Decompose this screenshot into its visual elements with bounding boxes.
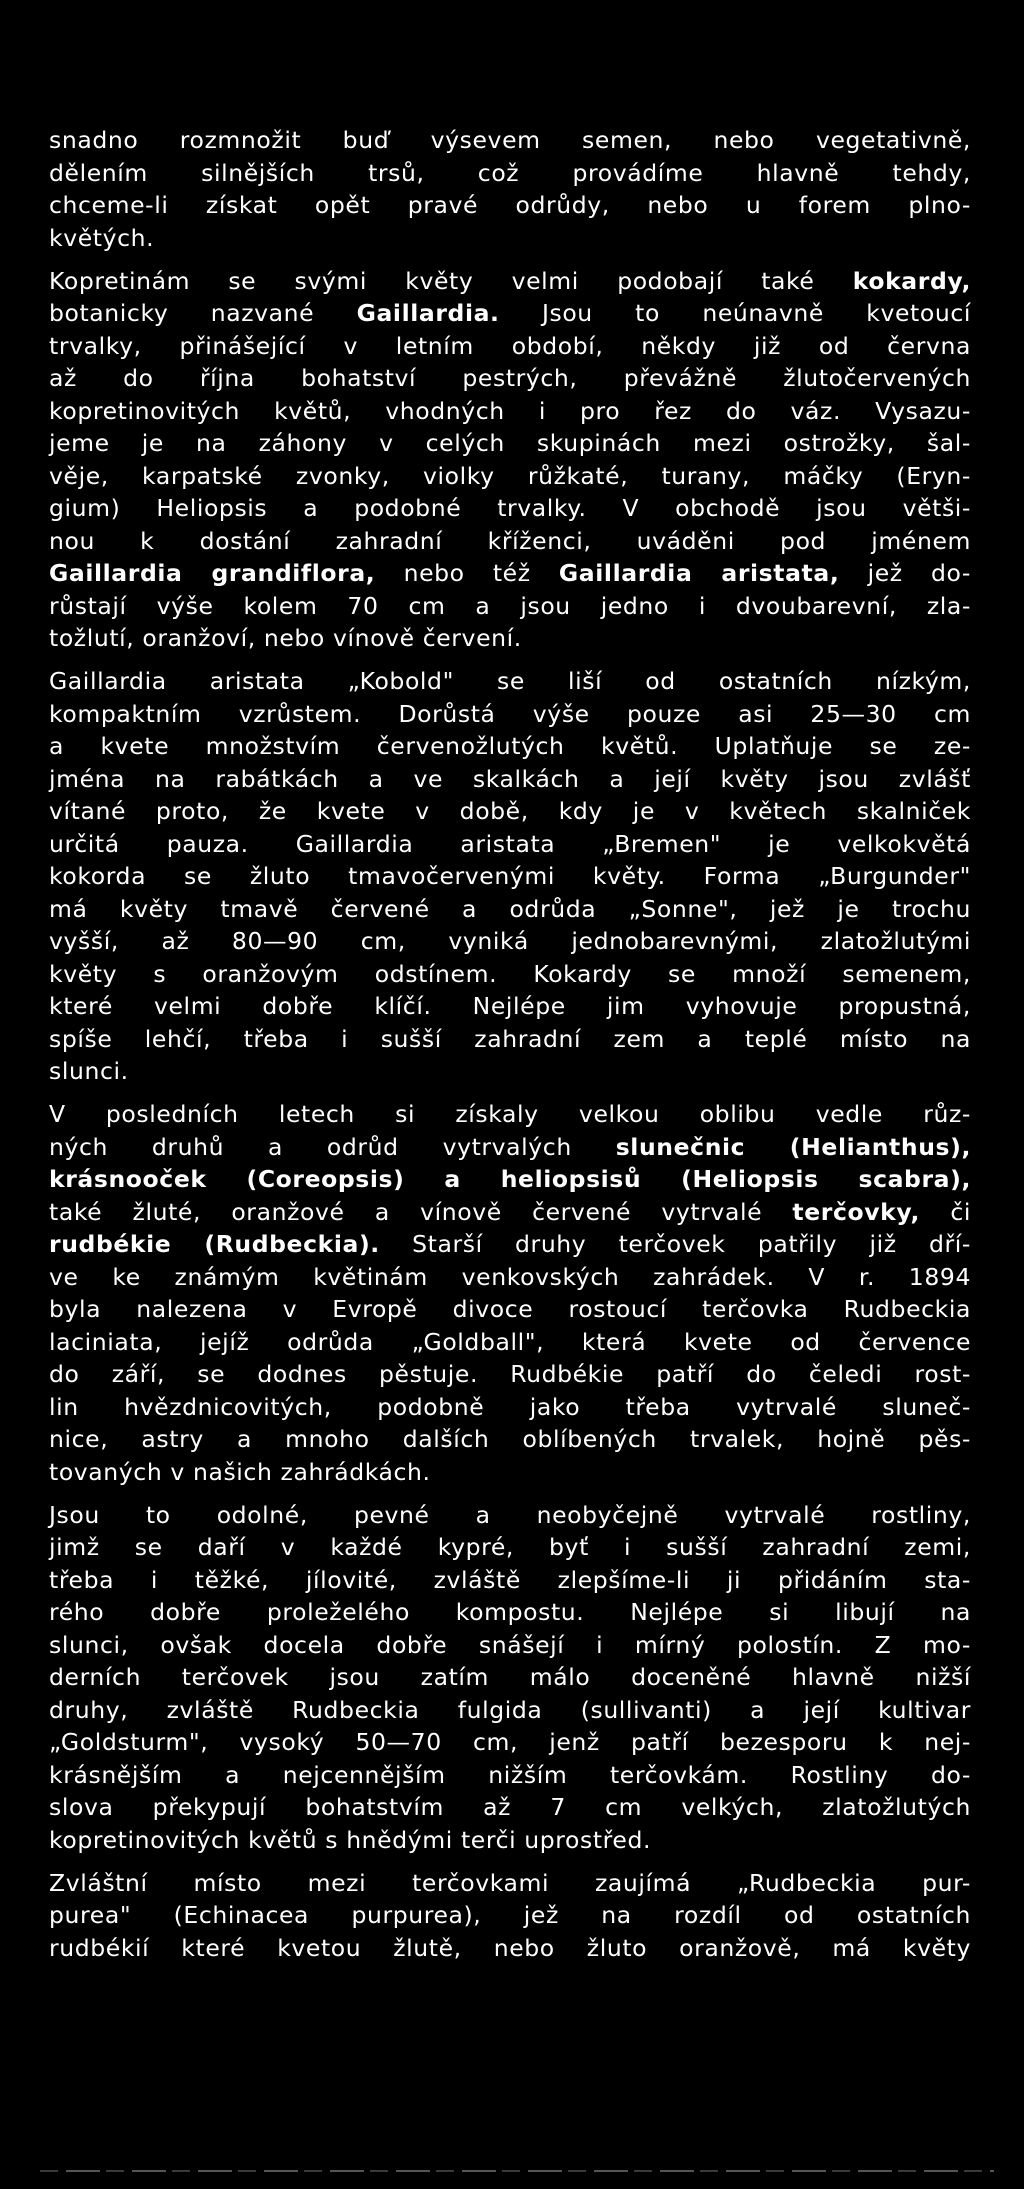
- text-line: tožlutí, oranžoví, nebo vínově červení.: [49, 624, 522, 652]
- text-line: krásnějším a nejcennějším nižším terčovkám. Rostliny do-: [49, 1760, 971, 1789]
- text-line: do září, se dodnes pěstuje. Rudbékie patří do čeledi rost-: [49, 1360, 971, 1388]
- text-line: které velmi dobře klíčí. Nejlépe jim vyhovuje propustná,: [49, 992, 971, 1020]
- text-line: rého dobře proleželého kompostu. Nejlépe si libují na: [49, 1598, 971, 1626]
- text-line: spíše lehčí, třeba i sušší zahradní zem a teplé místo na: [49, 1024, 971, 1053]
- text-line: jeme je na záhony v celých skupinách mezi ostrožky, šal-: [49, 429, 971, 457]
- paragraph-1: [49, 124, 971, 254]
- text-line: rudbékií které kvetou žlutě, nebo žluto oranžově, má květy: [49, 1933, 971, 1962]
- text-line: Jsou to odolné, pevné a neobyčejně vytrvalé rostliny,: [49, 1500, 971, 1529]
- text-line: slunci, ovšak docela dobře snášejí i mírný polostín. Z mo-: [49, 1630, 971, 1659]
- text-line: laciniata, jejíž odrůda „Goldball", která kvete od července: [49, 1327, 971, 1356]
- text-line: chceme-li získat opět pravé odrůdy, nebo u forem plno-: [49, 191, 971, 219]
- paragraph-5: [49, 1499, 971, 1857]
- text-line: V posledních letech si získaly velkou oblibu vedle růz-: [49, 1100, 971, 1128]
- text-line: růstají výše kolem 70 cm a jsou jedno i dvoubarevní, zla-: [49, 591, 971, 620]
- text-line: kokorda se žluto tmavočervenými květy. Forma „Burgunder": [49, 862, 971, 890]
- text-line: kompaktním vzrůstem. Dorůstá výše pouze asi 25—30 cm: [49, 699, 971, 728]
- text-line: věje, karpatské zvonky, violky růžkaté, turany, máčky (Eryn-: [49, 461, 971, 490]
- paragraph-2: [49, 265, 971, 655]
- text-line: krásnooček (Coreopsis) a heliopsisů (Heliopsis scabra),: [49, 1165, 971, 1193]
- text-line: slunci.: [49, 1057, 129, 1085]
- text-line: kopretinovitých květů, vhodných i pro řez do váz. Vysazu-: [49, 396, 971, 425]
- text-line: květy s oranžovým odstínem. Kokardy se množí semenem,: [49, 959, 971, 988]
- text-line: purea" (Echinacea purpurea), jež na rozdíl od ostatních: [49, 1901, 971, 1929]
- text-line: ných druhů a odrůd vytrvalých slunečnic (Helianthus),: [49, 1132, 971, 1161]
- text-line: botanicky nazvané Gaillardia. Jsou to neúnavně kvetoucí: [49, 299, 971, 327]
- text-line: Gaillardia aristata „Kobold" se liší od ostatních nízkým,: [49, 667, 971, 695]
- paragraph-6: [49, 1867, 971, 1965]
- text-line: ve ke známým květinám venkovských zahrádek. V r. 1894: [49, 1262, 971, 1291]
- text-line: vyšší, až 80—90 cm, vyniká jednobarevnými, zlatožlutými: [49, 927, 971, 955]
- text-line: Zvláštní místo mezi terčovkami zaujímá „Rudbeckia pur-: [49, 1868, 971, 1897]
- text-line: také žluté, oranžové a vínově červené vytrvalé terčovky, či: [49, 1197, 971, 1226]
- text-line: nice, astry a mnoho dalších oblíbených trvalek, hojně pěs-: [49, 1425, 971, 1453]
- text-line: má květy tmavě červené a odrůda „Sonne", jež je trochu: [49, 894, 971, 923]
- text-line: „Goldsturm", vysoký 50—70 cm, jenž patří bezesporu k nej-: [49, 1728, 971, 1756]
- text-line: vítané proto, že kvete v době, kdy je v květech skalniček: [49, 797, 971, 825]
- text-line: třeba i těžké, jílovité, zvláště zlepšíme-li ji přidáním sta-: [49, 1565, 971, 1594]
- text-line: Kopretinám se svými květy velmi podobají také kokardy,: [49, 266, 971, 295]
- text-line: snadno rozmnožit buď výsevem semen, nebo vegetativně,: [49, 126, 971, 154]
- scan-edge-rule: [40, 2170, 994, 2172]
- article-body: [49, 124, 971, 1964]
- text-line: gium) Heliopsis a podobné trvalky. V obchodě jsou větši-: [49, 494, 971, 522]
- text-line: trvalky, přinášející v letním období, někdy již od června: [49, 331, 971, 360]
- text-line: rudbékie (Rudbeckia). Starší druhy terčovek patřily již dří-: [49, 1230, 971, 1258]
- text-line: lin hvězdnicovitých, podobně jako třeba vytrvalé sluneč-: [49, 1392, 971, 1421]
- text-line: tovaných v našich zahrádkách.: [49, 1457, 431, 1486]
- text-line: slova překypují bohatstvím až 7 cm velkých, zlatožlutých: [49, 1793, 971, 1821]
- text-line: dělením silnějších trsů, což provádíme hlavně tehdy,: [49, 158, 971, 187]
- text-line: a kvete množstvím červenožlutých květů. Uplatňuje se ze-: [49, 732, 971, 760]
- text-line: Gaillardia grandiflora, nebo též Gaillardia aristata, jež do-: [49, 559, 971, 587]
- text-line: byla nalezena v Evropě divoce rostoucí terčovka Rudbeckia: [49, 1295, 971, 1323]
- text-line: určitá pauza. Gaillardia aristata „Bremen" je velkokvětá: [49, 829, 971, 858]
- text-line: druhy, zvláště Rudbeckia fulgida (sullivanti) a její kultivar: [49, 1695, 971, 1724]
- paragraph-4: [49, 1098, 971, 1488]
- text-line: jimž se daří v každé kypré, byť i sušší zahradní zemi,: [49, 1533, 971, 1561]
- text-line: derních terčovek jsou zatím málo doceněné hlavně nižší: [49, 1663, 971, 1691]
- paragraph-3: [49, 665, 971, 1088]
- text-line: nou k dostání zahradní kříženci, uváděni pod jménem: [49, 526, 971, 555]
- text-line: jména na rabátkách a ve skalkách a její květy jsou zvlášť: [49, 764, 971, 793]
- text-line: květých.: [49, 223, 155, 252]
- text-line: až do října bohatství pestrých, převážně žlutočervených: [49, 364, 971, 392]
- text-line: kopretinovitých květů s hnědými terči uprostřed.: [49, 1825, 652, 1854]
